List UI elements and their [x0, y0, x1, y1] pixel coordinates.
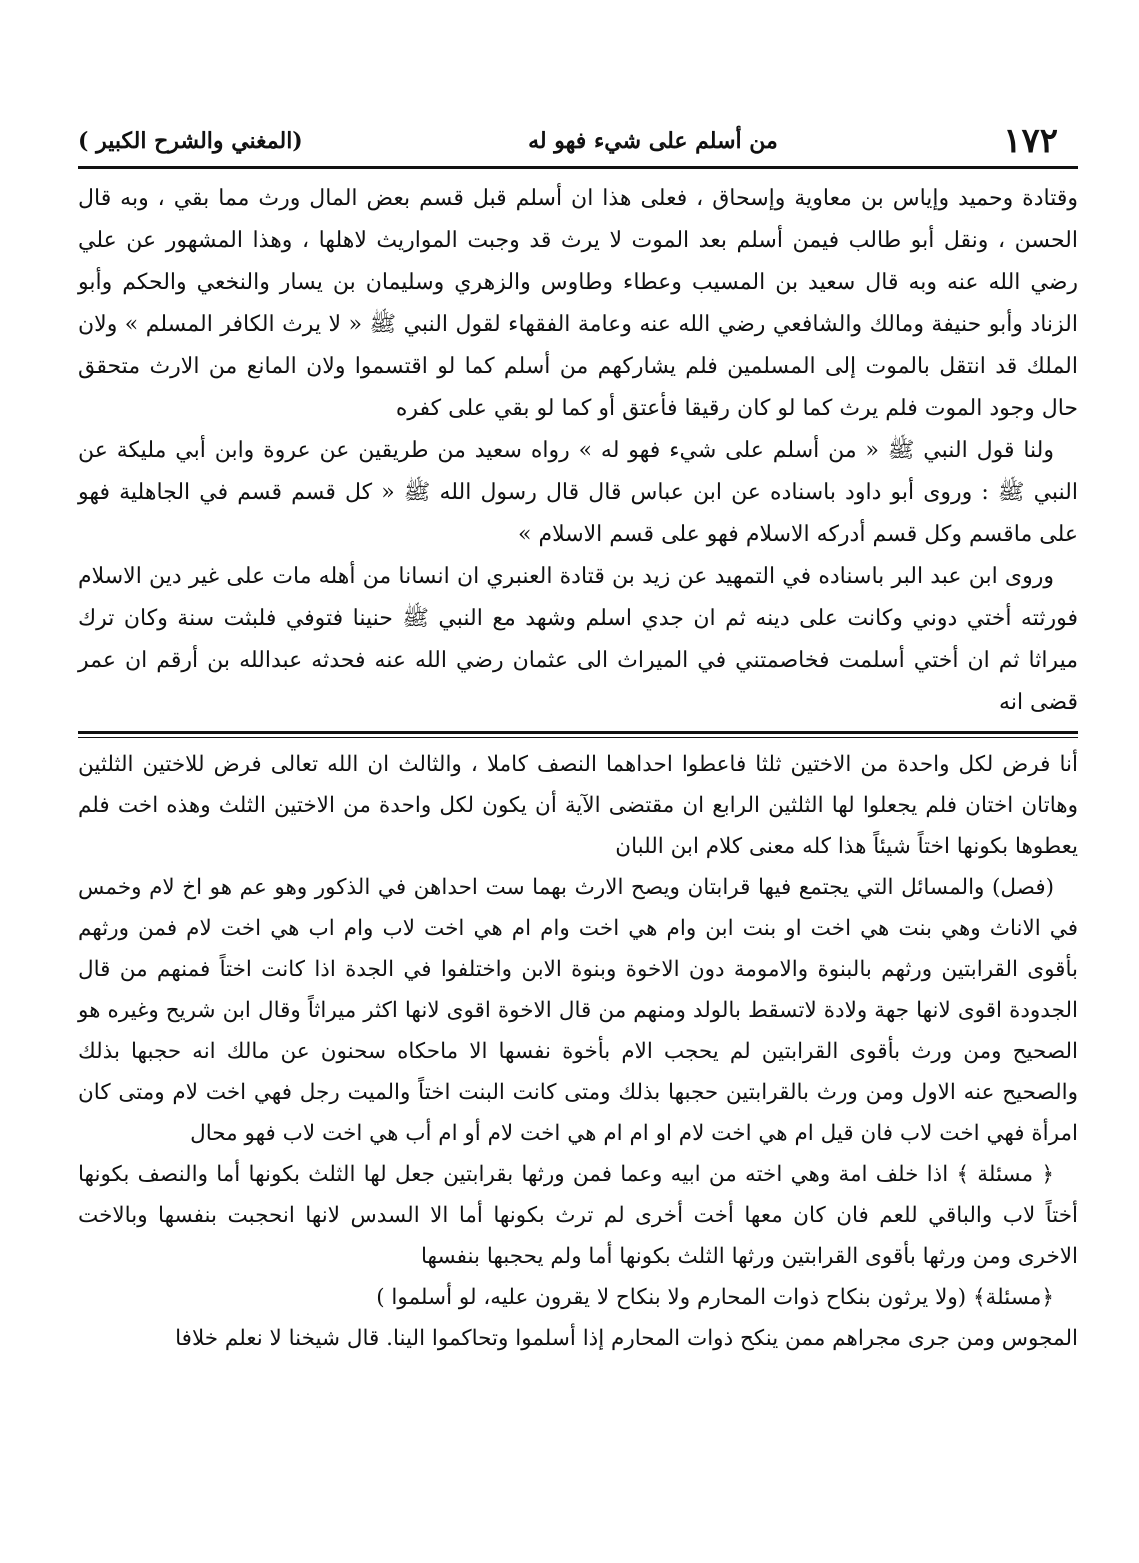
- commentary-heading: ﴿مسئلة﴾ (ولا يرثون بنكاح ذوات المحارم ولا بنكاح لا يقرون عليه، لو أسلموا ): [376, 1285, 1054, 1310]
- main-paragraph: وقتادة وحميد وإياس بن معاوية وإسحاق ، فعلى هذا ان أسلم قبل قسم بعض المال ورث مما بقي ، وبه قال الحسن ، ونقل أبو طالب فيمن أسلم بعد الموت لا يرث قد وجبت المواريث لاهلها ، وهذا المشهور عن علي رضي الله عنه وبه قال سعيد بن المسيب وعطاء وطاوس والزهري وسليمان بن يسار والنخعي والحكم وأبو الزناد وأبو حنيفة ومالك والشافعي رضي الله عنه وعامة الفقهاء لقول النبي ﷺ « لا يرث الكافر المسلم » ولان الملك قد انتقل بالموت إلى المسلمين فلم يشاركهم من أسلم كما لو اقتسموا ولان المانع من الارث متحقق حال وجود الموت فلم يرث كما لو كان رقيقا فأعتق أو كما لو بقي على كفره: [78, 186, 1078, 421]
- commentary-text: [78, 744, 1078, 1359]
- commentary-paragraph: (فصل) والمسائل التي يجتمع فيها قرابتان ويصح الارث بهما ست احداهن في الذكور وهو عم هو اخ لام وخمس في الاناث وهي بنت هي اخت او بنت ابن وام هي اخت وام ام هي اخت لاب وام اب هي اخت لام فمن ورثهم بأقوى القرابتين ورثهم بالبنوة والامومة دون الاخوة وبنوة الابن واختلفوا في الجدة اذا كانت اختاً فمنهم من قال الجدودة اقوى لانها جهة ولادة لاتسقط بالولد ومنهم من قال الاخوة اقوى لانها اكثر ميراثاً وقال ابن شريح وغيره هو الصحيح ومن ورث بأقوى القرابتين لم يحجب الام بأخوة نفسها الا ماحكاه سحنون عن مالك انه حجبها بذلك والصحيح عنه الاول ومن ورث بالقرابتين حجبها بذلك ومتى كانت البنت اختاً والميت رجل فهي اخت لام ومتى كان امرأة فهي اخت لاب فان قيل ام هي اخت لام او ام ام هي اخت لام أو ام أب هي اخت لاب فهو محال: [78, 875, 1078, 1146]
- page-header: [78, 118, 1078, 164]
- commentary-paragraph: ﴿ مسئلة ﴾ اذا خلف امة وهي اخته من ابيه وعما فمن ورثها بقرابتين جعل لها الثلث بكونها أما والنصف بكونها أختاً لاب والباقي للعم فان كان معها أخت أخرى لم ترث بكونها أما الا السدس لانها انحجبت بنفسها وبالاخت الاخرى ومن ورثها بأقوى القرابتين ورثها الثلث بكونها أما ولم يحجبها بنفسها: [78, 1162, 1078, 1269]
- commentary-paragraph: المجوس ومن جرى مجراهم ممن ينكح ذوات المحارم إذا أسلموا وتحاكموا الينا. قال شيخنا لا نعلم خلافا: [175, 1326, 1078, 1351]
- header-rule: [78, 166, 1078, 169]
- section-divider: [78, 731, 1078, 734]
- book-title: (المغني والشرح الكبير ): [78, 128, 303, 154]
- section-divider-thin: [78, 737, 1078, 738]
- page-number: ١٧٢: [1003, 121, 1058, 161]
- main-paragraph: ولنا قول النبي ﷺ « من أسلم على شيء فهو له » رواه سعيد من طريقين عن عروة وابن أبي مليكة عن النبي ﷺ : وروى أبو داود باسناده عن ابن عباس قال قال رسول الله ﷺ « كل قسم قسم في الجاهلية فهو على ماقسم وكل قسم أدركه الاسلام فهو على قسم الاسلام »: [78, 438, 1078, 547]
- commentary-paragraph: أنا فرض لكل واحدة من الاختين ثلثا فاعطوا احداهما النصف كاملا ، والثالث ان الله تعالى فرض للاختين الثلثين وهاتان اختان فلم يجعلوا لها الثلثين الرابع ان مقتضى الآية أن يكون لكل واحدة من الاختين الثلث وهذه اخت فلم يعطوها بكونها اختاً شيئاً هذا كله معنى كلام ابن اللبان: [78, 752, 1078, 859]
- running-title: من أسلم على شيء فهو له: [528, 128, 778, 154]
- main-text: [78, 178, 1078, 724]
- main-paragraph: وروى ابن عبد البر باسناده في التمهيد عن زيد بن قتادة العنبري ان انسانا من أهله مات على غير دين الاسلام فورثته أختي دوني وكانت على دينه ثم ان جدي اسلم وشهد مع النبي ﷺ حنينا فتوفي فلبثت سنة وكان ترك ميراثا ثم ان أختي أسلمت فخاصمتني في الميراث الى عثمان رضي الله عنه فحدثه عبدالله بن أرقم ان عمر قضى انه: [78, 564, 1078, 715]
